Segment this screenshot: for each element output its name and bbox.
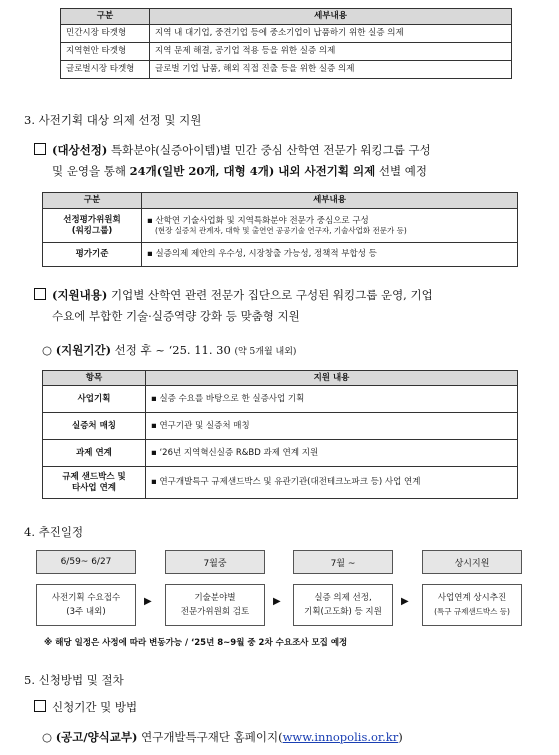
period-box: 상시지원 [422,550,522,574]
bullet-icon: ▪ [147,215,153,226]
table-cell: 지역 문제 해결, 공기업 적용 등을 위한 실증 의제 [150,43,512,61]
table-header: 지원 내용 [146,371,518,386]
table-header: 세부내용 [150,9,512,25]
table-header: 구분 [61,9,150,25]
schedule-note: ※ 해당 일정은 사정에 따라 변동가능 / ‘25년 8~9월 중 2차 수요조사 모집 예정 [44,638,348,648]
arrow-right-icon: ▶ [273,596,281,607]
table-row [61,61,512,79]
innopolis-link[interactable]: www.innopolis.or.kr [282,730,399,744]
section-4-heading: 4. 추진일정 [24,525,84,539]
table-cell: 글로벌시장 타겟형 [61,61,150,79]
table-row: 규제 샌드박스 및 타사업 연계 ▪ 연구개발특구 규제샌드박스 및 유관기관(대전테크노파크 등) 사업 연계 [43,467,518,499]
committee-sublabel: (워킹그룹) [71,225,113,236]
support-items-table [42,370,518,499]
table-row [43,243,518,267]
table-row: 실증처 매칭 ▪ 연구기관 및 실증처 매칭 [43,413,518,440]
table-cell: 글로벌 기업 납품, 해외 직접 진출 등을 위한 실증 의제 [150,61,512,79]
circle-bullet-icon: ○ [42,343,53,357]
checkbox-square-icon [34,143,46,155]
bullet-icon: ▪ [151,447,157,458]
table-row: 과제 연계 ▪ ‘26년 지역혁신실증 R&BD 과제 연계 지원 [43,440,518,467]
checkbox-square-icon [34,288,46,300]
period-box: 7월 ~ [293,550,393,574]
bullet-icon: ▪ [151,477,157,488]
table-row [43,209,518,243]
table-header: 구분 [43,193,142,209]
section-5-heading: 5. 신청방법 및 절차 [24,673,124,687]
bullet-icon: ▪ [147,249,153,260]
bullet-icon: ▪ [151,393,157,404]
target-selection-paragraph: (대상선정) 특화분야(실증아이템)별 민간 중심 산학연 전문가 워킹그룹 구성 및 운영을 통해 24개(일반 20개, 대형 4개) 내외 사전기획 의제 선별 예정 [34,140,534,182]
step-box: 사전기획 수요접수 (3주 내외) [36,584,136,626]
support-period-paragraph: ○ (지원기간) 선정 후 ~ ‘25. 11. 30 (약 5개월 내외) [42,343,297,357]
evaluation-committee-table [42,192,518,267]
arrow-right-icon: ▶ [401,596,409,607]
checkbox-square-icon [34,700,46,712]
support-content-paragraph: (지원내용) 기업별 산학연 관련 전문가 집단으로 구성된 워킹그룹 운영, 기업 수요에 부합한 기술·실증역량 강화 등 맞춤형 지원 [34,285,534,327]
table-cell: 지역현안 타겟형 [61,43,150,61]
table-row [61,25,512,43]
circle-bullet-icon: ○ [42,730,53,744]
application-period-subheading: 신청기간 및 방법 [34,697,137,718]
period-box: 7월중 [165,550,265,574]
table-cell: 지역 내 대기업, 중견기업 등에 중소기업이 납품하기 위한 실증 의제 [150,25,512,43]
criteria-detail: 실증의제 제안의 우수성, 시장창출 가능성, 정책적 부합성 등 [155,249,377,260]
criteria-label: 평가기준 [43,243,142,267]
arrow-right-icon: ▶ [144,596,152,607]
section-3-heading: 3. 사전기획 대상 의제 선정 및 지원 [24,113,202,127]
period-box: 6/59~ 6/27 [36,550,136,574]
table-header: 항목 [43,371,146,386]
table-row [61,43,512,61]
table-header: 세부내용 [142,193,518,209]
bullet-icon: ▪ [151,420,157,431]
committee-detail-sub: (현장 실증처 관계자, 대학 및 출연연 공공기술 연구자, 기술사업화 전문가 등) [155,226,407,236]
step-box: 사업연계 상시추진 (특구 규제샌드박스 등) [422,584,522,626]
table-cell: 민간시장 타겟형 [61,25,150,43]
table-row: 사업기획 ▪ 실증 수요를 바탕으로 한 실증사업 기획 [43,386,518,413]
committee-label: 선정평가위원회 [63,214,121,225]
step-box: 실증 의제 선정, 기획(고도화) 등 지원 [293,584,393,626]
announcement-paragraph: ○ (공고/양식교부) 연구개발특구재단 홈페이지(www.innopolis.or.kr) [42,730,403,744]
committee-detail: 산학연 기술사업화 및 지역특화분야 전문가 중심으로 구성 [155,215,369,226]
target-type-table [60,8,512,79]
step-box: 기술분야별 전문가위원회 검토 [165,584,265,626]
